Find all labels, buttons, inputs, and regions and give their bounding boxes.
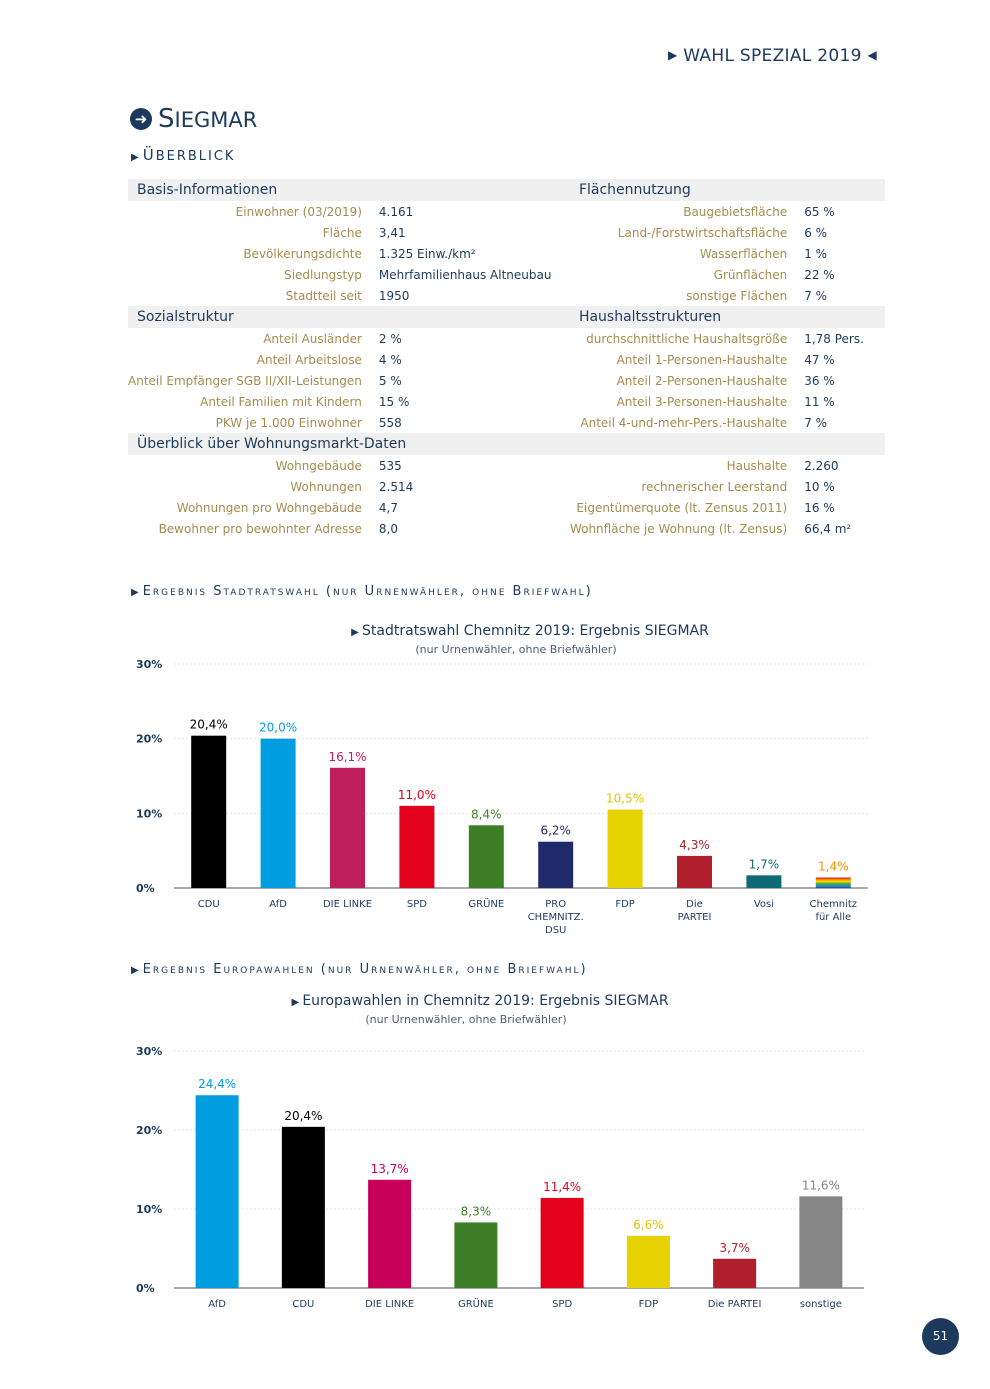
data-label: 24,4% [198,1077,237,1092]
triangle-right-icon: ▶ [131,587,139,598]
bar [330,768,365,888]
chart-2 [128,1038,873,1318]
x-tick-label: Die PARTEI [677,899,712,923]
x-tick-label: GRÜNE [468,899,505,910]
x-tick-label: CDU [292,1299,315,1310]
data-label: 4,3% [679,837,710,852]
bar [713,1259,756,1288]
bar [677,856,712,888]
bar [261,739,296,888]
data-label: 11,6% [801,1178,840,1193]
data-label: 20,4% [189,717,228,732]
table-row: Einwohner (03/2019) 4.161 Baugebietsfläche 65 % [235,204,835,219]
bar [608,810,643,888]
table-row: Bevölkerungsdichte 1.325 Einw./km² Wasserflächen 1 % [243,246,828,261]
band-heading: Sozialstruktur [128,306,570,328]
data-label: 1,4% [818,859,849,874]
table-row: Anteil Ausländer 2 % durchschnittliche Haushaltsgröße 1,78 Pers. [263,331,864,346]
triangle-right-icon: ▶ [131,152,139,163]
table-row: Anteil Familien mit Kindern 15 % Anteil 3-Personen-Haushalte 11 % [200,394,835,409]
table-row: Fläche 3,41 Land-/Forstwirtschaftsfläche 6 % [322,225,828,240]
y-tick-label: 30% [136,658,163,671]
triangle-right-icon: ▶ [668,48,678,62]
y-tick-label: 30% [136,1045,163,1058]
data-label: 3,7% [719,1240,750,1255]
page-title [130,104,257,134]
title-rest: IEGMAR [174,108,258,132]
section-europa: ▶ Ergebnis Europawahlen (nur Urnenwähler, ohne Briefwahl) [131,962,588,977]
x-tick-label: Die PARTEI [707,1299,762,1310]
data-label: 6,6% [633,1217,664,1232]
x-tick-label: DIE LINKE [365,1299,415,1310]
table-row: Wohnungen pro Wohngebäude 4,7 Eigentümerquote (lt. Zensus 2011) 16 % [176,500,835,515]
x-tick-label: Chemnitz für Alle [809,899,858,923]
data-label: 6,2% [540,823,571,838]
y-tick-label: 20% [136,732,163,746]
info-table [128,179,885,539]
triangle-right-icon: ▶ [131,965,139,976]
band-row [128,433,885,455]
bar [799,1196,842,1288]
y-tick-label: 0% [136,882,155,895]
data-label: 8,4% [471,807,502,822]
bar [196,1095,239,1288]
data-label: 16,1% [328,749,367,764]
data-label: 10,5% [606,791,645,806]
bar [746,875,781,888]
x-tick-label: PRO CHEMNITZ. DSU [527,899,584,936]
bar [469,825,504,888]
chart-2-subtitle: (nur Urnenwähler, ohne Briefwähler) [365,1013,567,1026]
table-row: PKW je 1.000 Einwohner 558 Anteil 4-und-mehr-Pers.-Haushalte 7 % [215,415,828,430]
x-tick-label: sonstige [799,1299,842,1310]
chart-1-title: ▶ Stadtratswahl Chemnitz 2019: Ergebnis SIEGMAR [351,623,709,639]
bar [368,1180,411,1288]
table-row: Stadtteil seit 1950 sonstige Flächen 7 % [285,288,828,303]
x-tick-label: SPD [406,899,427,910]
band-heading: Haushaltsstrukturen [570,306,885,328]
x-tick-label: SPD [552,1299,573,1310]
y-tick-label: 10% [136,1203,163,1216]
bar [627,1236,670,1288]
x-tick-label: DIE LINKE [322,899,373,910]
band-heading: Flächennutzung [570,179,885,201]
arrow-right-circle-icon: ➜ [130,108,152,130]
table-row: Bewohner pro bewohnter Adresse 8,0 Wohnfläche je Wohnung (lt. Zensus) 66,4 m² [158,521,852,536]
data-label: 20,4% [284,1108,323,1123]
x-tick-label: Vosi [753,899,774,910]
bar [399,806,434,888]
header-label: WAHL SPEZIAL 2019 [683,46,862,66]
bar [191,736,226,888]
x-tick-label: AfD [208,1299,226,1310]
y-tick-label: 0% [136,1282,155,1295]
chart-1 [128,650,873,945]
data-label: 8,3% [460,1204,492,1219]
y-tick-label: 20% [136,1124,163,1137]
section-overview: ▶ ÜBERBLICK [131,146,236,164]
table-row: Wohnungen 2.514 rechnerischer Leerstand 10 % [290,479,835,494]
header-tag [668,46,877,66]
table-row: Wohngebäude 535 Haushalte 2.260 [275,458,839,473]
data-label: 11,0% [397,787,436,802]
x-tick-label: AfD [269,899,287,910]
band-heading: Überblick über Wohnungsmarkt-Daten [128,433,570,455]
x-tick-label: FDP [615,899,635,910]
section-stadtrat: ▶ Ergebnis Stadtratswahl (nur Urnenwähler, ohne Briefwahl) [131,584,593,599]
data-label: 20,0% [259,720,298,735]
chart-1-subtitle: (nur Urnenwähler, ohne Briefwähler) [415,643,617,656]
data-label: 1,7% [748,857,780,872]
table-row: Siedlungstyp Mehrfamilienhaus Altneubau Grünflächen 22 % [284,267,835,282]
title-first-letter: S [158,104,175,134]
band-heading: Basis-Informationen [128,179,570,201]
triangle-right-icon: ▶ [291,997,303,1008]
band-row [128,306,885,328]
data-label: 13,7% [370,1161,409,1176]
bar [454,1222,497,1288]
x-tick-label: GRÜNE [457,1299,494,1310]
bar [816,878,851,888]
x-tick-label: FDP [638,1299,659,1310]
triangle-left-icon: ◀ [867,48,877,62]
bar [541,1198,584,1288]
triangle-right-icon: ▶ [351,627,363,638]
table-row: Anteil Arbeitslose 4 % Anteil 1-Personen-Haushalte 47 % [256,352,835,367]
page-number: 51 [922,1318,959,1355]
x-tick-label: CDU [197,899,220,910]
chart-2-title: ▶ Europawahlen in Chemnitz 2019: Ergebnis SIEGMAR [291,993,669,1009]
y-tick-label: 10% [136,807,163,821]
band-row [128,179,885,201]
bar [538,842,573,888]
band-heading [570,433,885,455]
bar [282,1127,325,1288]
data-label: 11,4% [543,1179,582,1194]
table-row: Anteil Empfänger SGB II/XII-Leistungen 5 % Anteil 2-Personen-Haushalte 36 % [128,373,835,388]
